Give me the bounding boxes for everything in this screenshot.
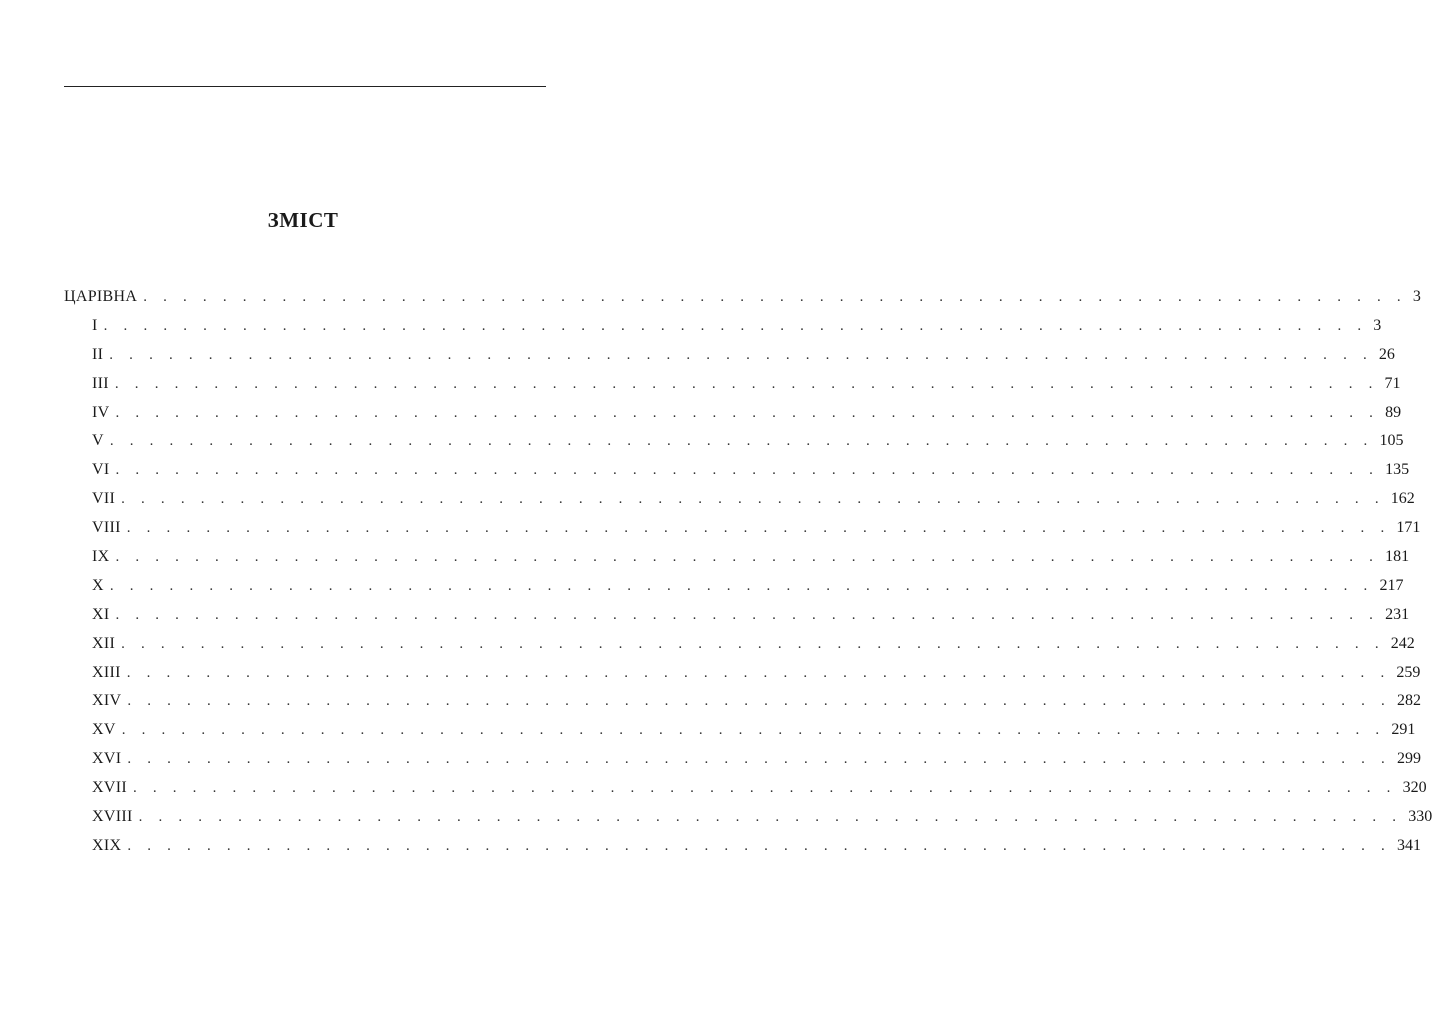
toc-dot-leader: . . . . . . . . . . . . . . . . . . . . . . . . . . . . . . . . . . . . . . . . . . . . . . . . . . . . . . . . . . . . . . . . [103,317,1368,334]
toc-entry-label: XVII [92,779,127,797]
toc-entry-label: XI [92,605,110,623]
toc-page-number: 171 [1396,519,1421,537]
toc-entry-chapter-1[interactable] [64,312,1382,341]
toc-page-number: 217 [1379,576,1404,594]
toc-dot-leader: . . . . . . . . . . . . . . . . . . . . . . . . . . . . . . . . . . . . . . . . . . . . . . . . . . . . . . . . . . . . . . . . [126,520,1391,537]
toc-page-number: 3 [1373,316,1382,334]
toc-page-number: 71 [1384,374,1401,392]
toc-entry-chapter-14[interactable] [64,687,1421,716]
toc-entry-chapter-19[interactable] [64,832,1421,861]
toc-page-number: 3 [1412,288,1421,305]
toc-page-number: 162 [1390,490,1415,508]
toc-page-number: 135 [1385,461,1410,479]
toc-page-number: 242 [1390,634,1415,652]
toc-entry-label: VII [92,490,116,508]
toc-dot-leader: . . . . . . . . . . . . . . . . . . . . . . . . . . . . . . . . . . . . . . . . . . . . . . . . . . . . . . . . . . . . . . . . [109,433,1374,450]
toc-entry-chapter-5[interactable] [64,427,1404,456]
toc-entry-label: XIX [92,836,122,854]
toc-entry-chapter-12[interactable] [64,630,1415,659]
toc-page-number: 282 [1397,692,1421,710]
toc-page-number: 89 [1385,403,1402,421]
toc-dot-leader: . . . . . . . . . . . . . . . . . . . . . . . . . . . . . . . . . . . . . . . . . . . . . . . . . . . . . . . . . . . . . . . . [115,462,1380,479]
toc-entry-label: III [92,374,109,392]
toc-entry-label: XIV [92,692,122,710]
toc-dot-leader: . . . . . . . . . . . . . . . . . . . . . . . . . . . . . . . . . . . . . . . . . . . . . . . . . . . . . . . . . . . . . . . . [115,404,1380,421]
toc-page-number: 330 [1408,808,1432,826]
header-rule [64,86,546,87]
toc-page-number: 105 [1379,432,1404,450]
toc-entry-label: XVI [92,750,122,768]
toc-entry-chapter-18[interactable] [64,803,1432,832]
toc-page-number: 231 [1385,605,1410,623]
toc-entry-label: XII [92,634,116,652]
toc-dot-leader: . . . . . . . . . . . . . . . . . . . . . . . . . . . . . . . . . . . . . . . . . . . . . . . . . . . . . . . . . . . . . . . . [121,722,1386,739]
toc-entry-label: VIII [92,519,121,537]
toc-page-number: 259 [1396,663,1421,681]
toc-dot-leader: . . . . . . . . . . . . . . . . . . . . . . . . . . . . . . . . . . . . . . . . . . . . . . . . . . . . . . . . . . . . . . . . [132,780,1397,797]
toc-entry-chapter-16[interactable] [64,745,1421,774]
toc-dot-leader: . . . . . . . . . . . . . . . . . . . . . . . . . . . . . . . . . . . . . . . . . . . . . . . . . . . . . . . . . . . . . . . . [114,375,1379,392]
toc-page-number: 181 [1385,548,1410,566]
toc-dot-leader: . . . . . . . . . . . . . . . . . . . . . . . . . . . . . . . . . . . . . . . . . . . . . . . . . . . . . . . . . . . . . . . . [127,837,1391,854]
toc-dot-leader: . . . . . . . . . . . . . . . . . . . . . . . . . . . . . . . . . . . . . . . . . . . . . . . . . . . . . . . . . . . . . . . . [115,606,1380,623]
toc-entry-chapter-13[interactable] [64,659,1421,688]
toc-page-number: 26 [1378,345,1395,363]
toc-entry-label: XVIII [92,808,133,826]
toc-entry-chapter-9[interactable] [64,543,1410,572]
toc-dot-leader: . . . . . . . . . . . . . . . . . . . . . . . . . . . . . . . . . . . . . . . . . . . . . . . . . . . . . . . . . . . . . . . . [109,346,1373,363]
toc-dot-leader: . . . . . . . . . . . . . . . . . . . . . . . . . . . . . . . . . . . . . . . . . . . . . . . . . . . . . . . . . . . . . . . . [127,751,1391,768]
toc-entry-label: IX [92,548,110,566]
toc-entry-chapter-17[interactable] [64,774,1427,803]
toc-entry-label: II [92,345,104,363]
toc-entry-label: XV [92,721,116,739]
toc-entry-chapter-8[interactable] [64,514,1421,543]
toc-entry-label: XIII [92,663,121,681]
toc-dot-leader: . . . . . . . . . . . . . . . . . . . . . . . . . . . . . . . . . . . . . . . . . . . . . . . . . . . . . . . . . . . . . . . . [121,491,1385,508]
toc-entry-chapter-2[interactable] [64,341,1395,370]
toc-dot-leader: . . . . . . . . . . . . . . . . . . . . . . . . . . . . . . . . . . . . . . . . . . . . . . . . . . . . . . . . . . . . . . . . [127,693,1391,710]
toc-entry-label: IV [92,403,110,421]
toc-entry-chapter-6[interactable] [64,456,1410,485]
toc-dot-leader: . . . . . . . . . . . . . . . . . . . . . . . . . . . . . . . . . . . . . . . . . . . . . . . . . . . . . . . . . . . . . . . . [115,549,1380,566]
toc-entry-chapter-4[interactable] [64,399,1402,428]
toc-entry-label: VI [92,461,110,479]
toc-page-number: 299 [1397,750,1421,768]
toc-dot-leader: . . . . . . . . . . . . . . . . . . . . . . . . . . . . . . . . . . . . . . . . . . . . . . . . . . . . . . . . . . . . . . . . [121,635,1385,652]
table-of-contents [64,283,1432,861]
toc-entry-chapter-10[interactable] [64,572,1404,601]
toc-dot-leader: . . . . . . . . . . . . . . . . . . . . . . . . . . . . . . . . . . . . . . . . . . . . . . . . . . . . . . . . . . . . . . . . [138,809,1403,826]
toc-entry-chapter-7[interactable] [64,485,1415,514]
toc-page-number: 341 [1397,836,1421,854]
toc-entry-label: ЦАРІВНА [64,288,138,305]
toc-page-number: 291 [1391,721,1416,739]
toc-page-number: 320 [1402,779,1427,797]
page-title: ЗМІСТ [267,208,339,232]
toc-entry-chapter-15[interactable] [64,716,1416,745]
toc-entry-part[interactable] [64,283,1421,312]
toc-entry-label: X [92,576,104,594]
toc-entry-chapter-3[interactable] [64,370,1401,399]
toc-dot-leader: . . . . . . . . . . . . . . . . . . . . . . . . . . . . . . . . . . . . . . . . . . . . . . . . . . . . . . . . . . . . . . . . [143,289,1407,305]
toc-dot-leader: . . . . . . . . . . . . . . . . . . . . . . . . . . . . . . . . . . . . . . . . . . . . . . . . . . . . . . . . . . . . . . . . [126,664,1391,681]
toc-entry-label: I [92,316,98,334]
toc-entry-chapter-11[interactable] [64,601,1410,630]
toc-entry-label: V [92,432,104,450]
toc-dot-leader: . . . . . . . . . . . . . . . . . . . . . . . . . . . . . . . . . . . . . . . . . . . . . . . . . . . . . . . . . . . . . . . . [109,577,1374,594]
